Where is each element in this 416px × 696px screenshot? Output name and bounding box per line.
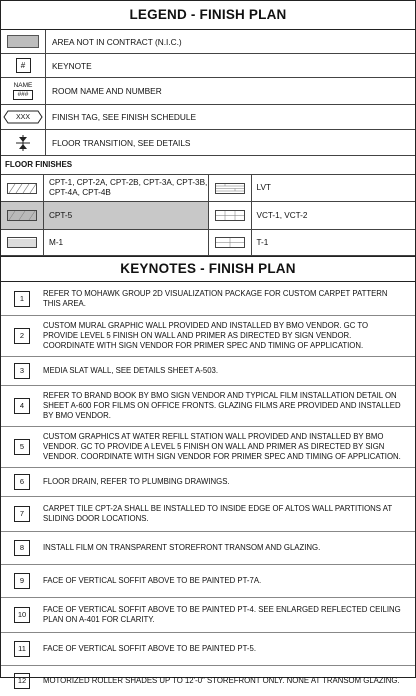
finish-label: T-1: [256, 237, 269, 247]
keynote-row: [1, 666, 415, 696]
nic-swatch-icon: [1, 30, 46, 53]
keynote-text: MOTORIZED ROLLER SHADES UP TO 12'-0" STOREFRONT ONLY. NONE AT TRANSOM GLAZING.: [43, 676, 400, 685]
finish-label: LVT: [256, 183, 271, 192]
keynote-row: [1, 386, 415, 427]
finish-cell-t1: [208, 230, 416, 255]
keynote-number: 9: [14, 573, 30, 589]
keynote-row: [1, 282, 415, 316]
finish-row: [1, 202, 415, 230]
tile-grid-icon: [209, 230, 252, 255]
m1-lines-icon: [1, 230, 44, 255]
legend-row-room-tag: [1, 78, 415, 105]
legend-label: KEYNOTE: [52, 60, 92, 71]
floor-finishes-heading: FLOOR FINISHES: [1, 156, 415, 175]
finish-row: [1, 175, 415, 202]
keynote-number: 8: [14, 540, 30, 556]
legend-label: FLOOR TRANSITION, SEE DETAILS: [52, 137, 191, 148]
keynotes-list: [1, 282, 415, 696]
finish-cell-m1: [1, 230, 208, 255]
keynote-text: FLOOR DRAIN, REFER TO PLUMBING DRAWINGS.: [43, 477, 230, 486]
keynote-number: 10: [14, 607, 30, 623]
finish-label: M-1: [49, 237, 64, 247]
finish-label: CPT-5: [49, 210, 73, 220]
carpet-hatch-icon: [1, 175, 44, 201]
keynote-row: [1, 357, 415, 386]
legend-row-keynote: [1, 54, 415, 78]
keynote-text: CUSTOM MURAL GRAPHIC WALL PROVIDED AND INSTALLED BY BMO VENDOR. GC TO PROVIDE LEVEL 5 FINISH ON WALL AND PRIMER AS DIRECTED BY SIGN VENDOR. COORDINATE WITH SIGN VENDOR FOR PRIMER SPEC AND TIMING OF APPLICATION.: [43, 321, 369, 350]
finish-label: VCT-1, VCT-2: [256, 210, 308, 220]
cpt5-hatch-icon: [1, 202, 44, 229]
vct-grid-icon: [209, 202, 252, 229]
finish-cell-cpt5: [1, 202, 208, 229]
keynote-text: CUSTOM GRAPHICS AT WATER REFILL STATION WALL PROVIDED AND INSTALLED BY BMO VENDOR. GC TO PROVIDE A LEVEL 5 FINISH ON WALL AND PRIMER AS DIRECTED BY SIGN VENDOR. COORDINATE WITH SIGN VENDOR FOR PRIMER SPEC AND TIMING OF APPLICATION.: [43, 432, 401, 461]
keynote-text: FACE OF VERTICAL SOFFIT ABOVE TO BE PAINTED PT-5.: [43, 644, 257, 653]
keynote-row: [1, 532, 415, 565]
keynote-number: 1: [14, 291, 30, 307]
legend-row-nic: [1, 30, 415, 54]
finish-row: [1, 230, 415, 256]
keynote-text: REFER TO MOHAWK GROUP 2D VISUALIZATION PACKAGE FOR CUSTOM CARPET PATTERN THIS AREA.: [43, 288, 388, 308]
keynote-number: 5: [14, 439, 30, 455]
keynote-text: INSTALL FILM ON TRANSPARENT STOREFRONT TRANSOM AND GLAZING.: [43, 543, 321, 552]
keynote-number: 4: [14, 398, 30, 414]
keynote-number: 2: [14, 328, 30, 344]
keynote-box-icon: #: [1, 54, 46, 77]
keynote-row: [1, 497, 415, 532]
floor-transition-icon: [1, 130, 46, 155]
keynote-row: [1, 316, 415, 357]
legend-row-transition: [1, 130, 415, 156]
keynote-text: FACE OF VERTICAL SOFFIT ABOVE TO BE PAINTED PT-4. SEE ENLARGED REFLECTED CEILING PLAN ON A-401 FOR CLARITY.: [43, 605, 401, 624]
legend-label: AREA NOT IN CONTRACT (N.I.C.): [52, 36, 182, 47]
keynotes-title: KEYNOTES - FINISH PLAN: [1, 256, 415, 282]
keynote-number: 3: [14, 363, 30, 379]
keynote-text: CARPET TILE CPT-2A SHALL BE INSTALLED TO INSIDE EDGE OF ALTOS WALL PARTITIONS AT SLIDING DOOR LOCATIONS.: [43, 504, 392, 523]
keynote-row: [1, 468, 415, 497]
lvt-pattern-icon: [209, 175, 252, 201]
legend-title: LEGEND - FINISH PLAN: [1, 1, 415, 30]
finish-tag-hexagon-icon: XXX: [1, 105, 46, 129]
keynote-row: [1, 633, 415, 666]
room-tag-icon: NAME ###: [1, 78, 46, 104]
finish-cell-lvt: [208, 175, 416, 201]
finish-cell-vct: [208, 202, 416, 229]
finish-label: CPT-1, CPT-2A, CPT-2B, CPT-3A, CPT-3B, CPT-4A, CPT-4B: [49, 178, 208, 197]
keynote-row: [1, 565, 415, 598]
keynote-number: 12: [14, 673, 30, 689]
keynote-number: 7: [14, 506, 30, 522]
legend-label: FINISH TAG, SEE FINISH SCHEDULE: [52, 112, 196, 122]
keynote-number: 6: [14, 474, 30, 490]
legend-label: ROOM NAME AND NUMBER: [52, 86, 162, 96]
keynote-row: [1, 598, 415, 633]
legend-row-finish-tag: [1, 105, 415, 130]
keynote-text: MEDIA SLAT WALL, SEE DETAILS SHEET A-503.: [43, 366, 219, 375]
finish-cell-carpet: [1, 175, 208, 201]
keynote-row: [1, 427, 415, 468]
keynote-number: 11: [14, 641, 30, 657]
keynote-text: REFER TO BRAND BOOK BY BMO SIGN VENDOR AND TYPICAL FILM INSTALLATION DETAIL ON SHEET A-600 FOR FILMS ON OFFICE FRONTS. GLAZING FILMS ARE PROVIDED AND INSTALLED BY BMO VENDOR.: [43, 391, 401, 420]
keynote-text: FACE OF VERTICAL SOFFIT ABOVE TO BE PAINTED PT-7A.: [43, 576, 262, 585]
